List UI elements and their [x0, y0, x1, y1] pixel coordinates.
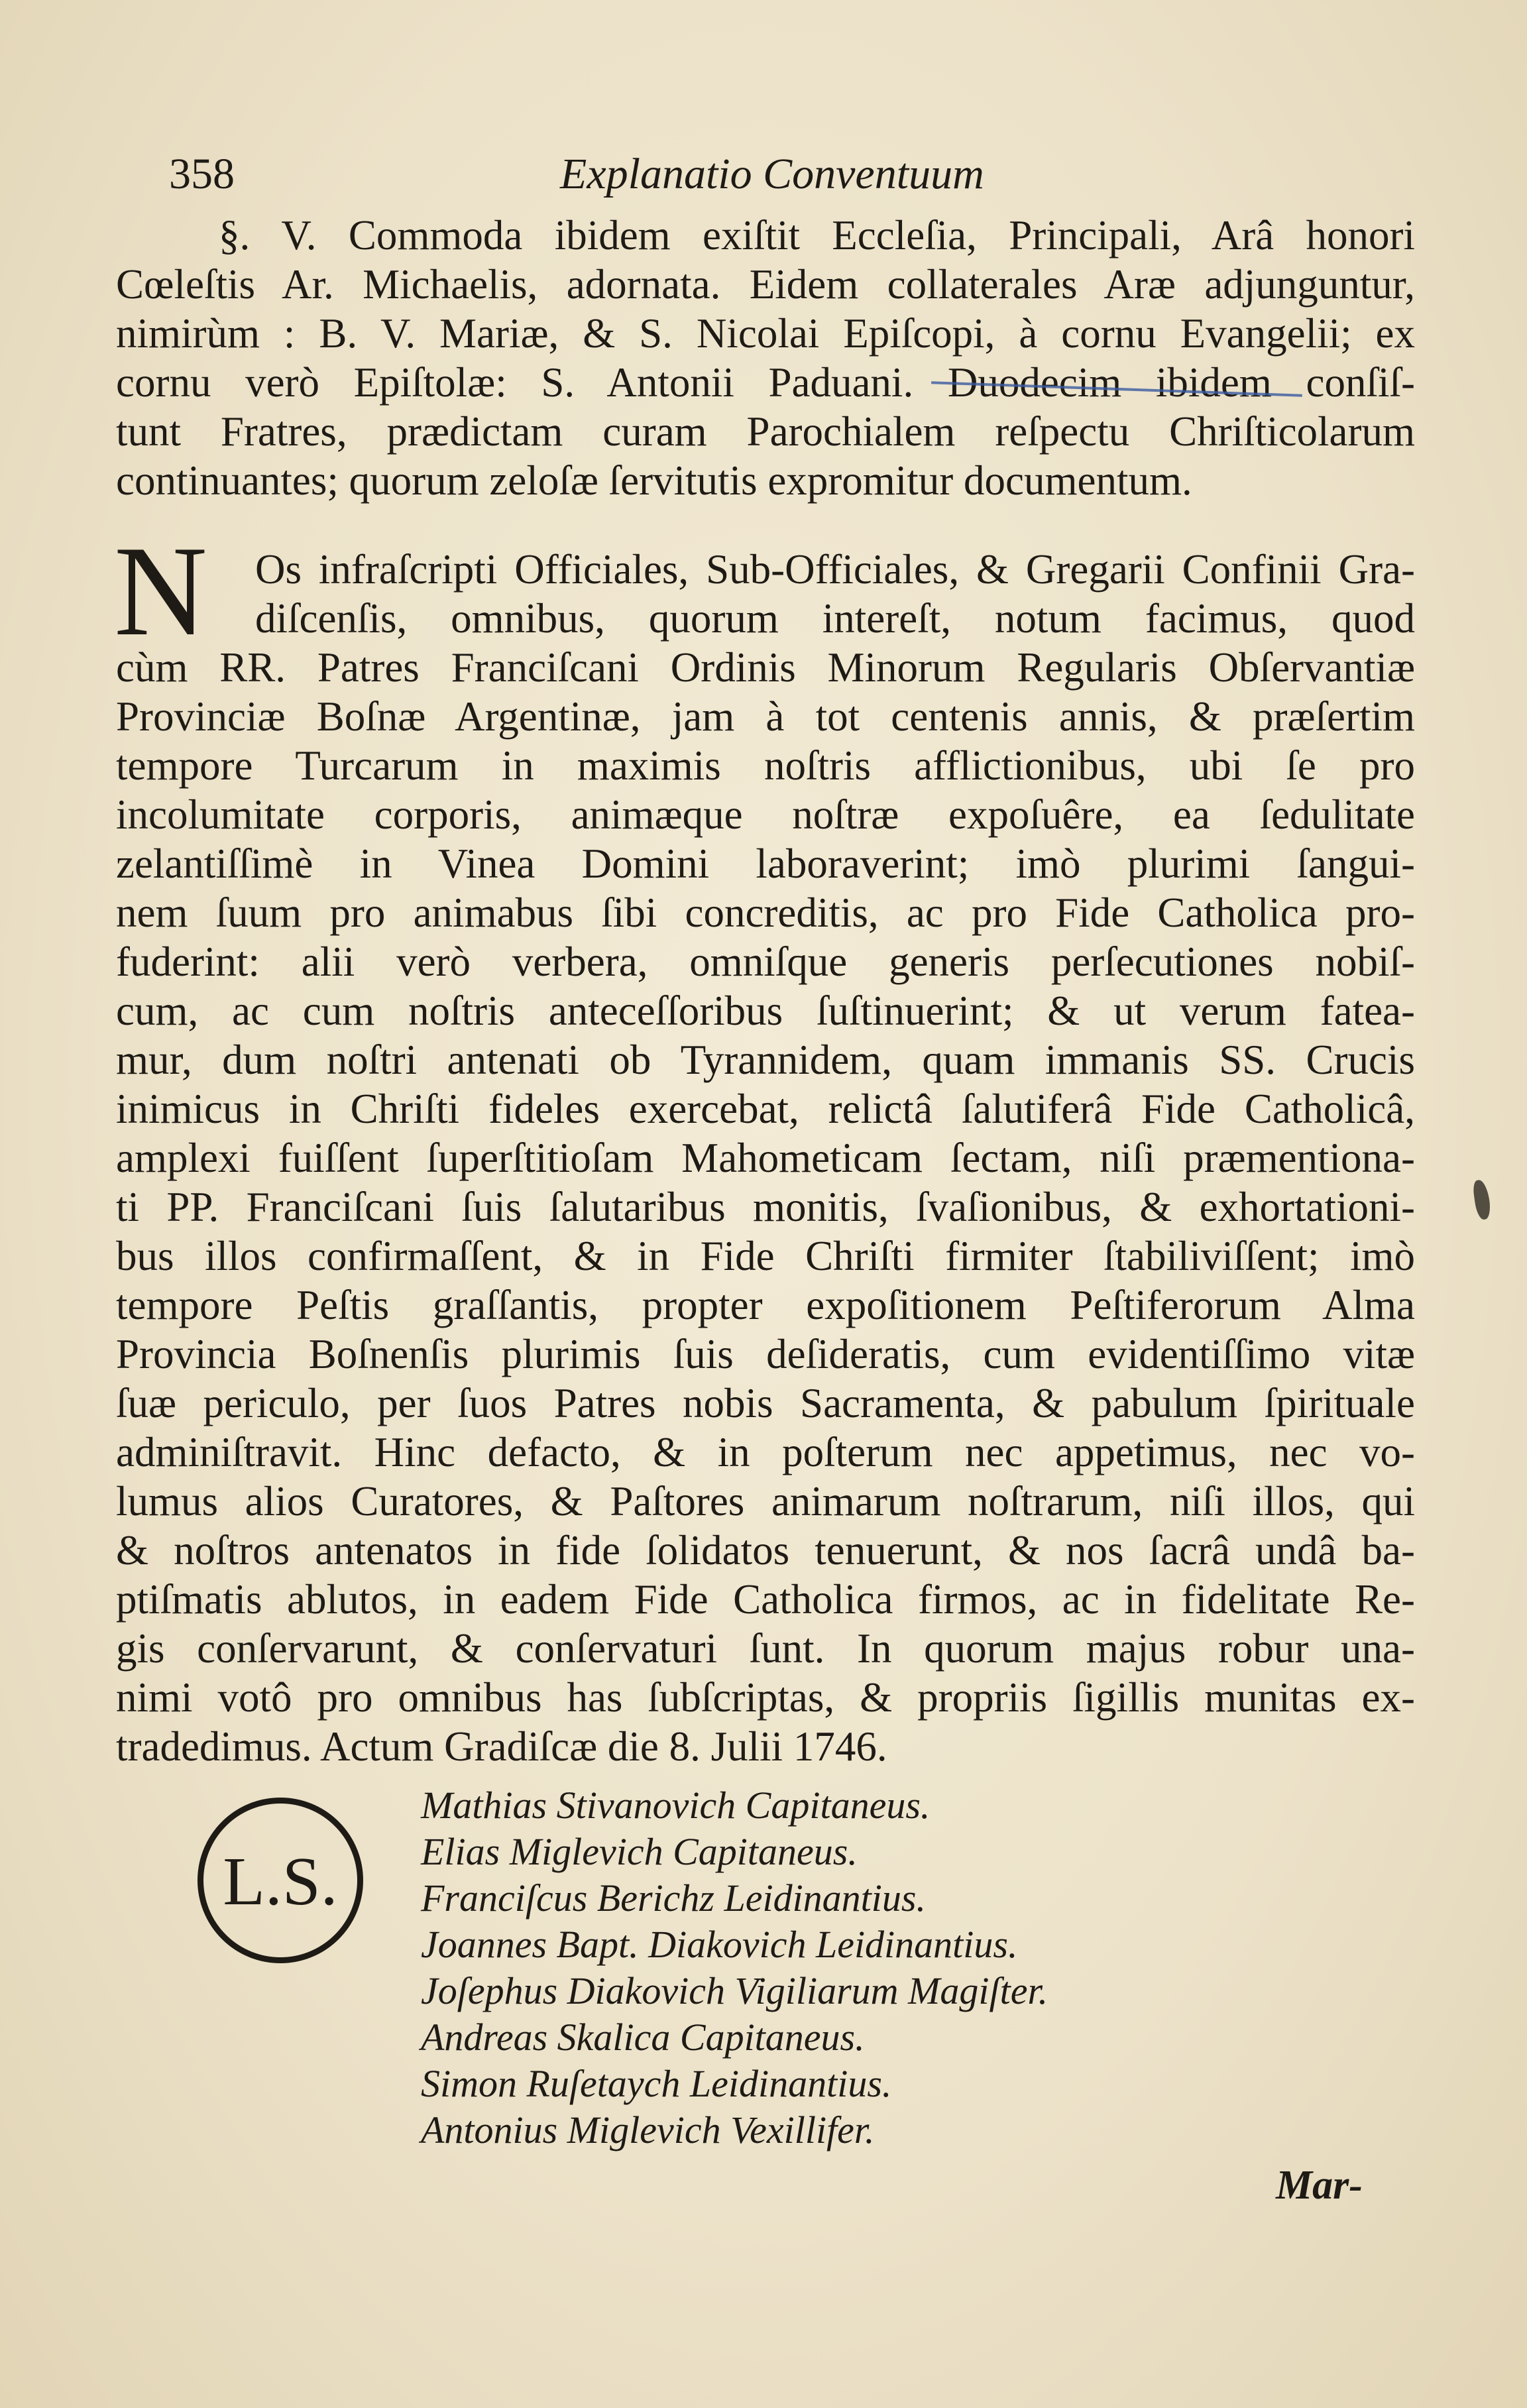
text-line: bus illos confirmaſſent, & in Fide Chriſti firmiter ſtabiliviſſent; imò [116, 1233, 1415, 1279]
running-title: Explanatio Conventuum [560, 150, 984, 198]
text-line: incolumitate corporis, animæque noſtræ expoſuêre, ea ſedulitate [116, 791, 1415, 838]
seal-text: L.S. [223, 1843, 338, 1920]
text-line: Provinciæ Boſnæ Argentinæ, jam à tot centenis annis, & præſertim [116, 693, 1415, 740]
text-line: fuderint: alii verò verbera, omniſque generis perſecutiones nobiſ- [116, 939, 1415, 985]
text-line: zelantiſſimè in Vinea Domini laboraverint; imò plurimi ſangui- [116, 840, 1415, 887]
text-line: ti PP. Franciſcani ſuis ſalutaribus monitis, ſvaſionibus, & exhortationi- [116, 1184, 1415, 1230]
text-line: & noſtros antenatos in fide ſolidatos tenuerunt, & nos ſacrâ undâ ba- [116, 1527, 1415, 1574]
text-line: ſuæ periculo, per ſuos Patres nobis Sacramenta, & pabulum ſpirituale [116, 1380, 1415, 1426]
signatory-name: Mathias Stivanovich Capitaneus. [421, 1784, 931, 1827]
page-header [169, 149, 1428, 202]
text-line: nimi votô pro omnibus has ſubſcriptas, & propriis ſigillis munitas ex- [116, 1674, 1415, 1721]
text-line: lumus alios Curatores, & Paſtores animarum noſtrarum, niſi illos, qui [116, 1478, 1415, 1524]
text-line: continuantes; quorum zeloſæ ſervitutis expromitur documentum. [116, 457, 1192, 504]
catchword: Mar- [1276, 2163, 1363, 2208]
signatory-name: Elias Miglevich Capitaneus. [421, 1830, 858, 1873]
ink-blot [1472, 1179, 1492, 1220]
text-line: tempore Turcarum in maximis noſtris afflictionibus, ubi ſe pro [116, 742, 1415, 789]
page-number: 358 [169, 150, 235, 198]
text-line: ptiſmatis ablutos, in eadem Fide Catholica firmos, ac in fidelitate Re- [116, 1576, 1415, 1623]
text-line: Cœleſtis Ar. Michaelis, adornata. Eidem collaterales Aræ adjunguntur, [116, 261, 1415, 308]
text-line: adminiſtravit. Hinc defacto, & in poſterum nec appetimus, nec vo- [116, 1429, 1415, 1475]
signatory-name: Simon Ruſetaych Leidinantius. [421, 2062, 892, 2105]
text-line: mur, dum noſtri antenati ob Tyrannidem, quam immanis SS. Crucis [116, 1037, 1415, 1083]
text-line: inimicus in Chriſti fideles exercebat, relictâ ſalutiferâ Fide Catholicâ, [116, 1086, 1415, 1132]
text-line: tradedimus. Actum Gradiſcæ die 8. Julii 1746. [116, 1723, 887, 1770]
signatory-name: Joſephus Diakovich Vigiliarum Magiſter. [421, 1969, 1048, 2012]
signatory-name: Franciſcus Berichz Leidinantius. [421, 1876, 926, 1920]
text-line: nimirùm : B. V. Mariæ, & S. Nicolai Epiſcopi, à cornu Evangelii; ex [116, 310, 1415, 357]
signatory-name: Joannes Bapt. Diakovich Leidinantius. [421, 1923, 1018, 1966]
drop-capital: N [114, 520, 207, 663]
text-line: cùm RR. Patres Franciſcani Ordinis Minorum Regularis Obſervantiæ [116, 644, 1415, 691]
text-line: Os infraſcripti Officiales, Sub-Officiales, & Gregarii Confinii Gra- [255, 546, 1415, 593]
text-line: diſcenſis, omnibus, quorum intereſt, notum facimus, quod [255, 595, 1415, 642]
text-line: cum, ac cum noſtris anteceſſoribus ſuſtinuerint; & ut verum fatea- [116, 988, 1415, 1034]
text-line: §. V. Commoda ibidem exiſtit Eccleſia, Principali, Arâ honori [219, 212, 1415, 258]
text-line: Provincia Boſnenſis plurimis ſuis deſideratis, cum evidentiſſimo vitæ [116, 1331, 1415, 1377]
text-line: nem ſuum pro animabus ſibi concreditis, ac pro Fide Catholica pro- [116, 889, 1415, 936]
seal-circle [198, 1798, 363, 1963]
text-line: amplexi fuiſſent ſuperſtitioſam Mahometicam ſectam, niſi præmentiona- [116, 1135, 1415, 1181]
text-line: cornu verò Epiſtolæ: S. Antonii Paduani. Duodecim ibidem conſiſ- [116, 359, 1415, 406]
signatory-name: Antonius Miglevich Vexillifer. [421, 2108, 875, 2151]
signatory-name: Andreas Skalica Capitaneus. [421, 2016, 865, 2059]
text-line: tempore Peſtis graſſantis, propter expoſitionem Peſtiferorum Alma [116, 1282, 1415, 1328]
text-line: gis conſervarunt, & conſervaturi ſunt. In quorum majus robur una- [116, 1625, 1415, 1672]
text-line: tunt Fratres, prædictam curam Parochialem reſpectu Chriſticolarum [116, 408, 1415, 455]
